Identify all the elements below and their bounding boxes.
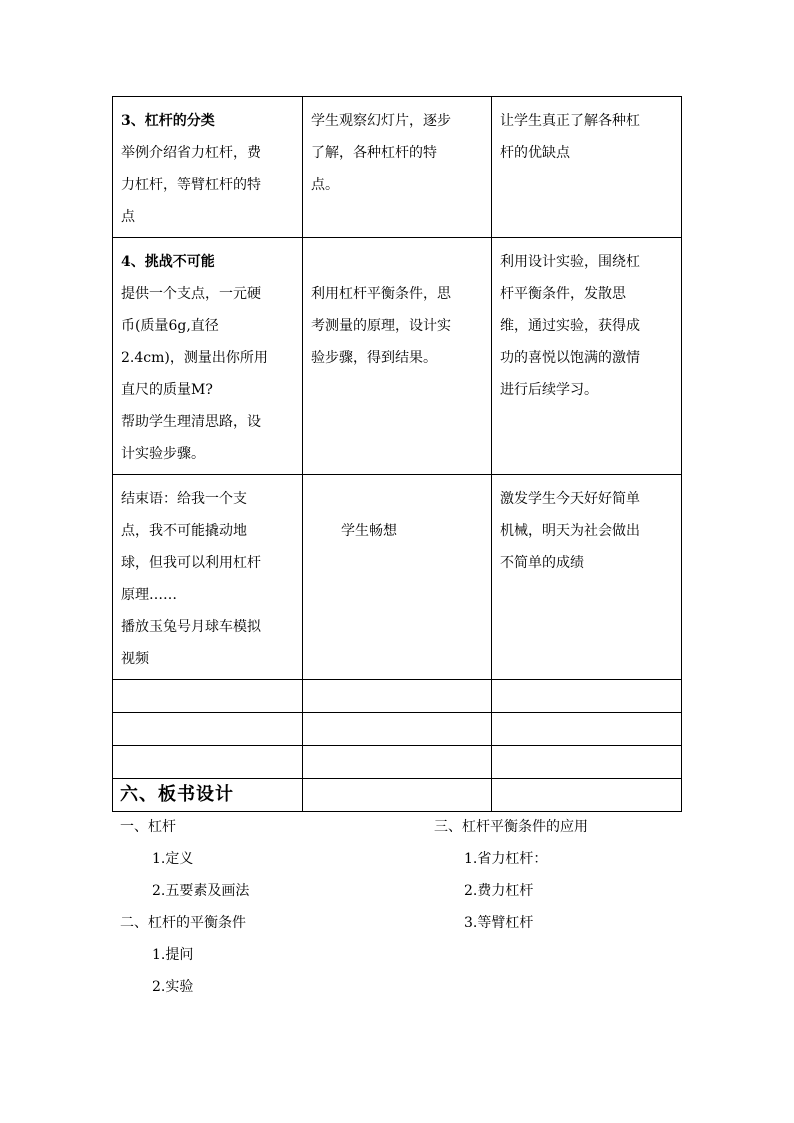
cell-line: 计实验步骤。: [121, 446, 205, 462]
cell-teacher-activity: [113, 475, 303, 680]
cell-line: 点。: [311, 177, 339, 193]
cell-line: 币(质量6g,直径: [121, 318, 219, 334]
board-right-item: 3.等臂杠杆: [464, 915, 534, 931]
cell-teacher-activity: [113, 97, 303, 238]
cell-line: 帮助学生理清思路，设: [121, 414, 261, 430]
cell-line: 学生观察幻灯片，逐步: [311, 113, 451, 129]
cell-line: 考测量的原理，设计实: [311, 318, 451, 334]
table-row: [113, 97, 682, 238]
table-row: [113, 238, 682, 475]
empty-table-row: [113, 680, 682, 713]
empty-cell: [492, 746, 682, 779]
cell-line: 学生畅想: [341, 523, 397, 539]
cell-line: 播放玉兔号月球车模拟: [121, 619, 261, 635]
cell-line: 视频: [121, 651, 149, 667]
cell-line: 维，通过实验，获得成: [500, 318, 640, 334]
cell-design-intent: [492, 97, 682, 238]
lesson-plan-table: [112, 96, 682, 812]
cell-design-intent: [492, 475, 682, 680]
empty-cell: [303, 680, 492, 713]
cell-line: 结束语：给我一个支: [121, 491, 247, 507]
cell-heading: 4、挑战不可能: [121, 254, 215, 270]
table-row: [113, 475, 682, 680]
empty-cell: [303, 713, 492, 746]
cell-line: 举例介绍省力杠杆，费: [121, 145, 261, 161]
empty-table-row: [113, 746, 682, 779]
cell-line: 点: [121, 209, 135, 225]
cell-line: 2.4cm)，测量出你所用: [121, 350, 268, 366]
empty-cell: [303, 746, 492, 779]
empty-cell: [113, 713, 303, 746]
cell-heading: 3、杠杆的分类: [121, 113, 215, 129]
cell-line: 利用设计实验，围绕杠: [500, 254, 640, 270]
board-right-item: 2.费力杠杆: [464, 883, 534, 899]
cell-student-activity: [303, 475, 492, 680]
board-left-item: 2.实验: [152, 979, 194, 995]
cell-student-activity: [303, 238, 492, 475]
board-left-heading-1: 一、杠杆: [120, 819, 176, 835]
cell-line: 力杠杆，等臂杠杆的特: [121, 177, 261, 193]
empty-table-row: [113, 713, 682, 746]
cell-line: 激发学生今天好好简单: [500, 491, 640, 507]
empty-cell: [492, 680, 682, 713]
cell-line: 点，我不可能撬动地: [121, 523, 247, 539]
cell-line: 了解，各种杠杆的特: [311, 145, 437, 161]
section-title: 六、板书设计: [120, 784, 234, 805]
cell-teacher-activity: [113, 238, 303, 475]
board-left-heading-2: 二、杠杆的平衡条件: [120, 915, 246, 931]
empty-cell: [492, 713, 682, 746]
cell-line: 球，但我可以利用杠杆: [121, 555, 261, 571]
cell-line: 让学生真正了解各种杠: [500, 113, 640, 129]
board-right-heading: 三、杠杆平衡条件的应用: [434, 819, 588, 835]
board-right-item: 1.省力杠杆：: [464, 851, 548, 867]
cell-line: 提供一个支点，一元硬: [121, 286, 261, 302]
empty-cell: [303, 779, 492, 812]
empty-cell: [113, 680, 303, 713]
cell-design-intent: [492, 238, 682, 475]
cell-line: 进行后续学习。: [500, 382, 598, 398]
empty-cell: [113, 746, 303, 779]
cell-line: 机械，明天为社会做出: [500, 523, 640, 539]
cell-line: 直尺的质量M?: [121, 382, 213, 398]
cell-line: 验步骤，得到结果。: [311, 350, 437, 366]
cell-line: 利用杠杆平衡条件，思: [311, 286, 451, 302]
cell-line: 不简单的成绩: [500, 555, 584, 571]
board-left-item: 1.提问: [152, 947, 194, 963]
cell-line: 原理……: [121, 587, 177, 603]
board-left-item: 1.定义: [152, 851, 194, 867]
board-left-item: 2.五要素及画法: [152, 883, 250, 899]
cell-line: 杆的优缺点: [500, 145, 570, 161]
empty-cell: [492, 779, 682, 812]
cell-student-activity: [303, 97, 492, 238]
cell-line: 功的喜悦以饱满的激情: [500, 350, 640, 366]
cell-line: 杆平衡条件，发散思: [500, 286, 626, 302]
